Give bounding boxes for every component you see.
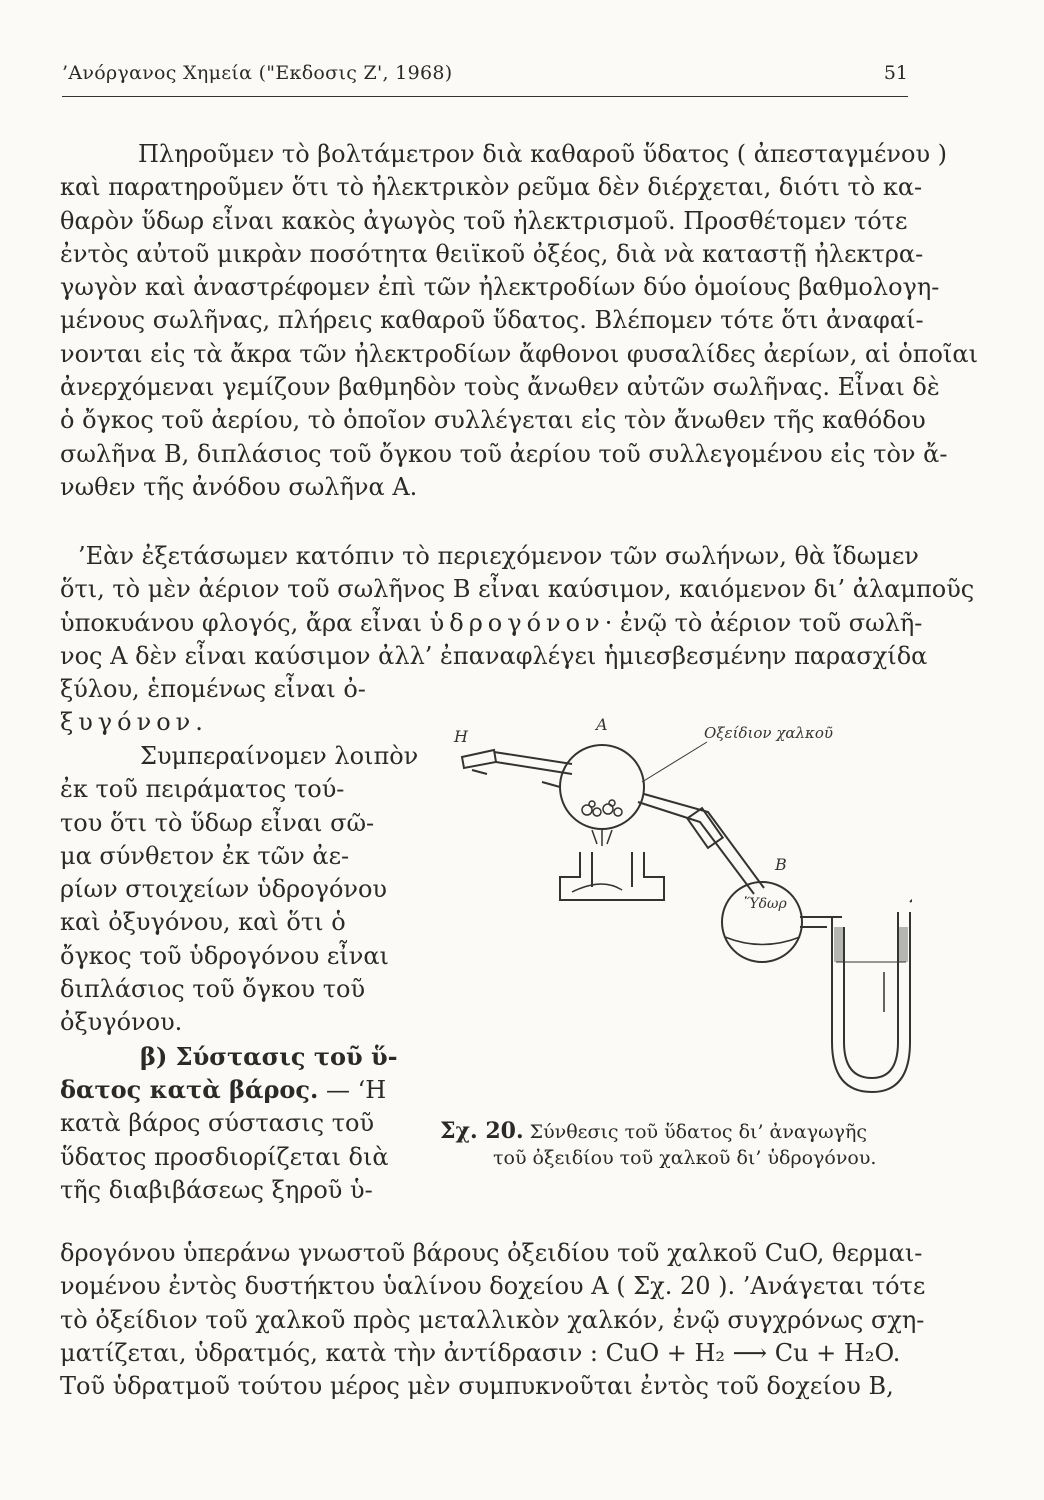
text-line: νομένου ἐντὸς δυστήκτου ὑαλίνου δοχείου Α ( Σχ. 20 ). ’Ανάγεται τότε — [60, 1272, 926, 1301]
text-line: δρογόνου ὑπεράνω γνωστοῦ βάρους ὀξειδίου τοῦ χαλκοῦ CuO, θερμαι- — [60, 1239, 923, 1267]
copper-oxide-granules — [582, 800, 622, 816]
text-line: του ὅτι τὸ ὕδωρ εἶναι σῶ- — [60, 808, 375, 837]
text-line: ἐκ τοῦ πειράματος τού- — [60, 775, 345, 804]
text-line: ὁ ὄγκος τοῦ ἀερίου, τὸ ὁποῖον συλλέγεται εἰς τὸν ἄνωθεν τῆς καθόδου — [60, 406, 926, 435]
text-line: κατὰ βάρος σύστασις τοῦ — [60, 1109, 375, 1138]
term-hydrogen: ὑδρογόνον — [429, 608, 605, 637]
paragraph-gas-test — [60, 540, 975, 740]
flask-a — [560, 745, 644, 829]
text-line: Πληροῦμεν τὸ βολτάμετρον διὰ καθαροῦ ὕδατος ( ἀπεσταγμένου ) — [138, 140, 948, 168]
text-line: νωθεν τῆς ἀνόδου σωλῆνα Α. — [60, 472, 418, 501]
burner — [560, 852, 664, 900]
label-h: H — [454, 727, 468, 746]
apparatus-drawing — [432, 712, 912, 1112]
label-a: A — [596, 715, 608, 734]
text-line: μένους σωλῆνας, πλήρεις καθαροῦ ὕδατος. Βλέπομεν τότε ὅτι ἀναφαί- — [60, 306, 924, 335]
text-line: ρίων στοιχείων ὑδρογόνου — [60, 875, 388, 904]
text-fragment: . — [195, 708, 203, 737]
paragraph-reduction — [60, 1237, 945, 1403]
text-line: ὄγκος τοῦ ὑδρογόνου εἶναι — [60, 941, 389, 970]
label-water: Ὕδωρ — [744, 896, 787, 912]
figure-caption — [440, 1118, 960, 1171]
text-line — [60, 1073, 412, 1107]
text-line: μα σύνθετον ἐκ τῶν ἀε- — [60, 841, 350, 870]
text-line: Τοῦ ὑδρατμοῦ τούτου μέρος μὲν συμπυκνοῦται ἐντὸς τοῦ δοχείου Β, — [60, 1372, 894, 1401]
text-line: γωγὸν καὶ ἀναστρέφομεν ἐπὶ τῶν ἠλεκτροδίων δύο ὁμοίους βαθμολογη- — [60, 273, 940, 302]
text-line: θαρὸν ὕδωρ εἶναι κακὸς ἀγωγὸς τοῦ ἠλεκτρισμοῦ. Προσθέτομεν τότε — [60, 206, 908, 235]
label-b: B — [775, 855, 787, 874]
text-line: καὶ ὀξυγόνου, καὶ ὅτι ὁ — [60, 908, 346, 937]
text-line: σωλῆνα Β, διπλάσιος τοῦ ὄγκου τοῦ ἀερίου τοῦ συλλεγομένου εἰς τὸν ἄ- — [60, 439, 948, 468]
term-oxygen: ξυγόνον — [60, 708, 196, 737]
label-copper-oxide: Οξείδιον χαλκοῦ — [704, 724, 834, 742]
text-line: ὀξυγόνου. — [60, 1008, 183, 1037]
section-heading: β) Σύστασις τοῦ ὕ- — [140, 1041, 398, 1071]
section-heading-cont: δατος κατὰ βάρος. — [60, 1074, 319, 1104]
paragraph-voltameter — [60, 138, 978, 504]
text-line: νονται εἰς τὰ ἄκρα τῶν ἠλεκτροδίων ἄφθονοι φυσαλίδες ἀερίων, αἱ ὁποῖαι — [60, 339, 978, 368]
figure-number: Σχ. 20. — [440, 1118, 524, 1144]
text-line: Συμπεραίνομεν λοιπὸν — [140, 742, 419, 770]
running-title: ’Ανόργανος Χημεία ("Εκδοσις Ζ', 1968) — [62, 62, 453, 84]
flask-b — [722, 882, 802, 962]
flame — [592, 830, 612, 846]
text-fragment: · ἐνῷ τὸ ἀέριον τοῦ σωλῆ- — [604, 608, 923, 637]
left-column-text — [60, 740, 419, 1207]
text-line: ματίζεται, ὑδρατμός, κατὰ τὴν ἀντίδρασιν : CuO + H₂ ⟶ Cu + H₂O. — [60, 1338, 901, 1367]
text-line: ὕδατος προσδιορίζεται διὰ — [60, 1142, 389, 1171]
apparatus-figure — [432, 712, 912, 1112]
text-fragment: — ‘Η — [318, 1075, 387, 1104]
drying-agent — [834, 927, 908, 962]
text-line: καὶ παρατηροῦμεν ὅτι τὸ ἠλεκτρικὸν ρεῦμα δὲν διέρχεται, διότι τὸ κα- — [60, 173, 923, 202]
text-line: ἀνερχόμεναι γεμίζουν βαθμηδὸν τοὺς ἄνωθεν αὐτῶν σωλῆνας. Εἶναι δὲ — [60, 373, 940, 402]
caption-text: Σύνθεσις τοῦ ὕδατος δι’ ἀναγωγῆς — [523, 1121, 867, 1143]
text-line: διπλάσιος τοῦ ὄγκου τοῦ — [60, 975, 366, 1004]
inlet-nozzle — [462, 750, 496, 768]
page-number: 51 — [883, 62, 908, 84]
text-line: νος Α δὲν εἶναι καύσιμον ἀλλ’ ἐπαναφλέγει ἡμιεσβεσμένην παρασχίδα — [60, 641, 928, 670]
text-line: ὅτι, τὸ μὲν ἀέριον τοῦ σωλῆνος Β εἶναι καύσιμον, καιόμενον δι’ ἀλαμποῦς — [60, 575, 975, 604]
inlet-tube — [494, 752, 572, 774]
text-line — [60, 607, 945, 640]
page-header — [62, 62, 908, 97]
text-line: τὸ ὀξείδιον τοῦ χαλκοῦ πρὸς μεταλλικὸν χαλκόν, ἐνῷ συγχρόνως σχη- — [60, 1305, 925, 1334]
text-fragment: ὑποκυάνου φλογός, ἄρα εἶναι — [60, 608, 430, 637]
caption-line: τοῦ ὀξειδίου τοῦ χαλκοῦ δι’ ὑδρογόνου. — [493, 1147, 877, 1169]
text-line: τῆς διαβιβάσεως ξηροῦ ὑ- — [60, 1175, 373, 1204]
text-line: ’Εὰν ἐξετάσωμεν κατόπιν τὸ περιεχόμενον τῶν σωλήνων, θὰ ἴδωμεν — [78, 542, 919, 570]
text-line: ἐντὸς αὐτοῦ μικρὰν ποσότητα θειϊκοῦ ὀξέος, διὰ νὰ καταστῇ ἠλεκτρα- — [60, 239, 924, 268]
caption-line — [440, 1118, 960, 1145]
text-line: ξύλου, ἑπομένως εἶναι ὀ- — [60, 675, 366, 704]
